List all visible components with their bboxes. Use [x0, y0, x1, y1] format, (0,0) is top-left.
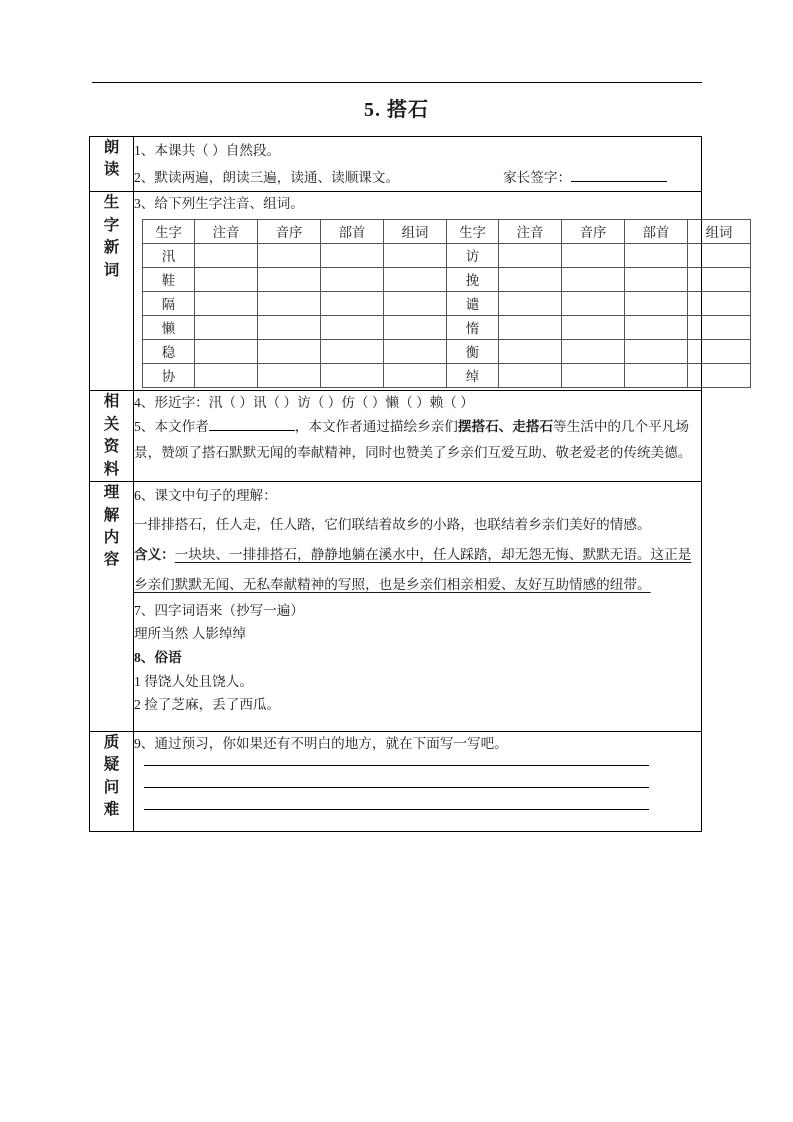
worksheet-table	[89, 136, 733, 832]
item5-prefix: 5、本文作者	[134, 419, 209, 435]
meaning-text: 一块块、一排排搭石，静静地躺在溪水中，任人踩踏，却无怨无悔、默默无语。这正是乡亲们默默无闻、无私奉献精神的写照，也是乡亲们相亲相爱、友好互助情感的纽带。	[134, 547, 692, 592]
label-char: 疑	[103, 756, 120, 774]
character-answer-cell[interactable]	[562, 268, 625, 292]
answer-line[interactable]	[144, 765, 649, 766]
character-table-row	[143, 268, 751, 292]
signature-label: 家长签字：	[503, 170, 572, 186]
character-answer-cell[interactable]	[562, 364, 625, 388]
character-answer-cell[interactable]	[321, 340, 384, 364]
label-char: 内	[103, 528, 120, 546]
character-answer-cell[interactable]	[384, 244, 447, 268]
label-char: 解	[103, 506, 120, 524]
character-answer-cell[interactable]	[384, 340, 447, 364]
label-char: 容	[103, 551, 120, 569]
section-body-materials	[134, 391, 702, 482]
character-answer-cell[interactable]	[625, 244, 688, 268]
comprehension-item-8: 8、俗语	[134, 649, 182, 665]
character-table-header: 注音	[195, 220, 258, 244]
table-row-reading	[90, 137, 702, 192]
label-char: 词	[103, 261, 120, 279]
materials-item-5	[134, 414, 701, 466]
character-answer-cell[interactable]	[562, 292, 625, 316]
character-answer-cell[interactable]	[258, 268, 321, 292]
character-table-header: 组词	[688, 220, 751, 244]
label-char: 资	[103, 438, 120, 456]
character-answer-cell[interactable]	[258, 316, 321, 340]
character-answer-cell[interactable]	[499, 292, 562, 316]
character-cell: 衡	[447, 340, 499, 364]
character-answer-cell[interactable]	[688, 316, 751, 340]
label-char: 新	[103, 239, 120, 257]
comprehension-item-6: 6、课文中句子的理解：	[134, 488, 277, 504]
character-answer-cell[interactable]	[195, 244, 258, 268]
character-practice-table	[142, 219, 751, 388]
character-answer-cell[interactable]	[499, 364, 562, 388]
character-table-header-row	[143, 220, 751, 244]
character-answer-cell[interactable]	[625, 316, 688, 340]
proverb-1: 1 得饶人处且饶人。	[134, 673, 253, 689]
character-answer-cell[interactable]	[688, 268, 751, 292]
table-row-comprehension	[90, 482, 702, 732]
header-rule	[92, 82, 702, 83]
comprehension-idioms: 理所当然 人影绰绰	[134, 626, 247, 642]
section-label-comprehension	[90, 482, 134, 732]
character-answer-cell[interactable]	[195, 268, 258, 292]
character-answer-cell[interactable]	[562, 316, 625, 340]
section-label-materials	[90, 391, 134, 482]
answer-line[interactable]	[144, 809, 649, 810]
character-answer-cell[interactable]	[625, 292, 688, 316]
label-char: 问	[103, 778, 120, 796]
section-body-questions	[134, 731, 702, 831]
character-answer-cell[interactable]	[625, 268, 688, 292]
section-label-reading	[90, 137, 134, 192]
character-answer-cell[interactable]	[258, 244, 321, 268]
label-char: 理	[103, 484, 120, 502]
character-table-header: 音序	[258, 220, 321, 244]
character-answer-cell[interactable]	[625, 340, 688, 364]
character-answer-cell[interactable]	[321, 364, 384, 388]
signature-blank[interactable]	[571, 181, 667, 182]
table-row-materials	[90, 391, 702, 482]
materials-item-4: 4、形近字：汛（ ）讯（ ）访（ ）仿（ ）懒（ ）赖（ ）	[134, 395, 474, 411]
answer-line[interactable]	[144, 787, 649, 788]
character-answer-cell[interactable]	[195, 292, 258, 316]
character-table-header: 部首	[321, 220, 384, 244]
character-answer-cell[interactable]	[562, 340, 625, 364]
character-cell: 懒	[143, 316, 195, 340]
reading-item-2	[134, 164, 701, 191]
character-answer-cell[interactable]	[195, 364, 258, 388]
character-table-header: 部首	[625, 220, 688, 244]
character-answer-cell[interactable]	[321, 244, 384, 268]
character-answer-cell[interactable]	[195, 340, 258, 364]
character-answer-cell[interactable]	[688, 244, 751, 268]
character-answer-cell[interactable]	[195, 316, 258, 340]
label-char: 相	[103, 393, 120, 411]
character-answer-cell[interactable]	[321, 292, 384, 316]
reading-item-1: 1、本课共（ ）自然段。	[134, 143, 281, 158]
character-answer-cell[interactable]	[321, 316, 384, 340]
character-cell: 隔	[143, 292, 195, 316]
character-table-row	[143, 364, 751, 388]
character-table-header: 注音	[499, 220, 562, 244]
character-cell: 惰	[447, 316, 499, 340]
character-answer-cell[interactable]	[625, 364, 688, 388]
label-char: 质	[103, 733, 120, 751]
comprehension-quote: 一排排搭石，任人走，任人踏，它们联结着故乡的小路，也联结着乡亲们美好的情感。	[134, 517, 651, 533]
character-answer-cell[interactable]	[688, 364, 751, 388]
item5-mid: ，本文作者通过描绘乡亲们	[294, 419, 458, 435]
character-answer-cell[interactable]	[688, 292, 751, 316]
section-body-comprehension	[134, 482, 702, 732]
character-cell: 汛	[143, 244, 195, 268]
table-row-newwords	[90, 192, 702, 391]
section-body-newwords	[134, 192, 733, 391]
meaning-label: 含义：	[134, 547, 175, 563]
character-answer-cell[interactable]	[499, 316, 562, 340]
character-cell: 绰	[447, 364, 499, 388]
page-title: 5. 搭石	[364, 99, 429, 121]
character-answer-cell[interactable]	[258, 292, 321, 316]
comprehension-meaning	[134, 540, 701, 598]
label-char: 字	[103, 216, 120, 234]
character-answer-cell[interactable]	[562, 244, 625, 268]
character-table-header: 生字	[447, 220, 499, 244]
character-answer-cell[interactable]	[384, 364, 447, 388]
character-answer-cell[interactable]	[499, 268, 562, 292]
answer-lines-group	[144, 765, 701, 810]
character-answer-cell[interactable]	[688, 340, 751, 364]
character-table-header: 生字	[143, 220, 195, 244]
section-body-reading	[134, 137, 702, 192]
questions-item-9: 9、通过预习，你如果还有不明白的地方，就在下面写一写吧。	[134, 735, 508, 751]
character-answer-cell[interactable]	[384, 292, 447, 316]
character-answer-cell[interactable]	[499, 244, 562, 268]
character-table-row	[143, 340, 751, 364]
table-row-questions	[90, 731, 702, 831]
character-table-row	[143, 244, 751, 268]
comprehension-item-7: 7、四字词语来（抄写一遍）	[134, 602, 304, 618]
character-cell: 访	[447, 244, 499, 268]
character-cell: 鞋	[143, 268, 195, 292]
label-char: 料	[103, 460, 120, 478]
character-cell: 谴	[447, 292, 499, 316]
character-table-row	[143, 292, 751, 316]
item5-bold-phrase: 摆搭石、走搭石	[457, 419, 554, 435]
section-label-questions	[90, 731, 134, 831]
character-cell: 稳	[143, 340, 195, 364]
label-char: 关	[103, 415, 120, 433]
character-table-header: 组词	[384, 220, 447, 244]
item5-rest: 等生活中的几个平凡场景，赞颂了搭石默默无闻的奉献精神，同时也赞美了乡亲们互爱互助、敬老爱老的传统美德。	[134, 419, 692, 461]
proverb-2: 2 捡了芝麻，丢了西瓜。	[134, 697, 281, 713]
section-label-newwords	[90, 192, 134, 391]
character-table-header: 音序	[562, 220, 625, 244]
character-answer-cell[interactable]	[384, 316, 447, 340]
reading-item-2-text: 2、默读两遍，朗读三遍，读通、读顺课文。	[134, 170, 400, 186]
character-answer-cell[interactable]	[321, 268, 384, 292]
comprehension-spacer	[134, 717, 701, 731]
character-table-row	[143, 316, 751, 340]
author-blank[interactable]	[209, 430, 295, 431]
label-char: 朗	[103, 139, 120, 156]
label-char: 难	[103, 801, 120, 819]
label-char: 读	[103, 161, 120, 179]
character-cell: 协	[143, 364, 195, 388]
label-char: 生	[103, 194, 120, 212]
character-cell: 挽	[447, 268, 499, 292]
character-answer-cell[interactable]	[258, 364, 321, 388]
newwords-item-3: 3、给下列生字注音、组词。	[134, 196, 304, 212]
character-answer-cell[interactable]	[384, 268, 447, 292]
character-answer-cell[interactable]	[499, 340, 562, 364]
character-answer-cell[interactable]	[258, 340, 321, 364]
